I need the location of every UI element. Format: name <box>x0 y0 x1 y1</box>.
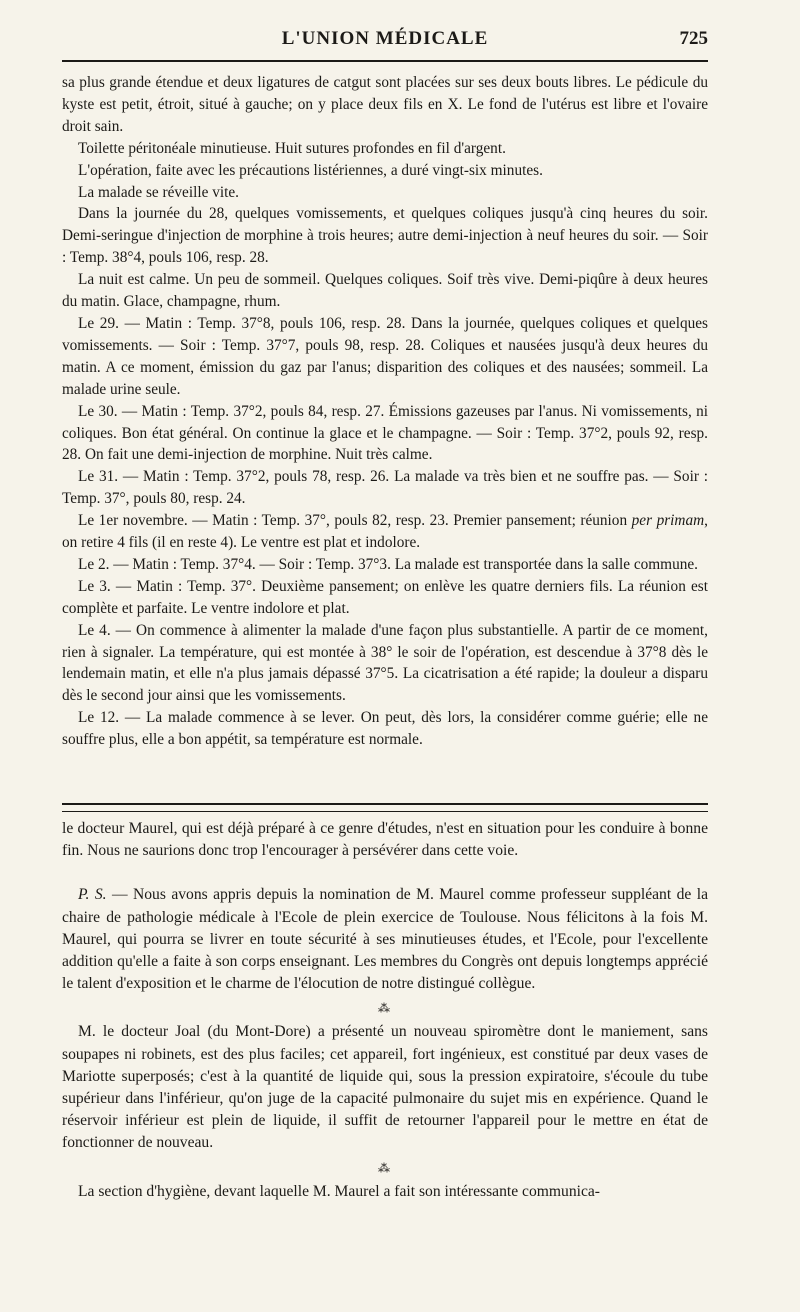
case-report <box>62 72 708 751</box>
postscript <box>62 884 708 995</box>
asterism-separator: ⁂ <box>378 1001 392 1016</box>
nov1-latin: per primam <box>631 512 705 530</box>
case-paragraph-nov1 <box>62 510 708 554</box>
nov1-text-end: , on retire 4 fils (il en reste 4). Le ventre est plat et indolore. <box>62 512 708 552</box>
nov1-text: Le 1er novembre. — Matin : Temp. 37°, pouls 82, resp. 23. Premier pansement; réunion <box>78 512 632 530</box>
section-divider <box>62 803 708 812</box>
journal-title: L'UNION MÉDICALE <box>281 28 489 49</box>
page-number: 725 <box>679 28 708 49</box>
case-paragraph: La malade se réveille vite. <box>78 183 239 201</box>
case-paragraph: Le 30. — Matin : Temp. 37°2, pouls 84, resp. 27. Émissions gazeuses par l'anus. Ni vomissements, ni coliques. Bon état général. On continue la glace et le champagne. — Soir : Temp. 37°2, pouls 92, resp. 28. On fait une demi-injection de morphine. Nuit très calme. <box>62 402 708 464</box>
case-paragraph: Le 2. — Matin : Temp. 37°4. — Soir : Temp. 37°3. La malade est transportée dans la salle commune. <box>78 555 698 573</box>
case-paragraph: Dans la journée du 28, quelques vomissements, et quelques coliques jusqu'à cinq heures du soir. Demi-seringue d'injection de morphine à trois heures; autre demi-injection à neuf heures du soir. — Soir : Temp. 38°4, pouls 106, resp. 28. <box>62 205 708 267</box>
ps-text: — Nous avons appris depuis la nomination de M. Maurel comme professeur suppléant de la chaire de pathologie médicale à l'Ecole de plein exercice de Toulouse. Nous félicitons à la fois M. Maurel, qui pourra se livrer en toute sécurité à ses minutieuses études, et l'Ecole, pour l'excellente addition qu'elle a faite à son corps enseignant. Les membres du Congrès ont depuis longtemps apprécié le talent d'exposition et le charme de l'élocution de notre distingué collègue. <box>62 886 709 993</box>
case-paragraph: La nuit est calme. Un peu de sommeil. Quelques coliques. Soif très vive. Demi-piqûre à deux heures du matin. Glace, champagne, rhum. <box>62 271 708 311</box>
case-paragraph: Toilette péritonéale minutieuse. Huit sutures profondes en fil d'argent. <box>78 139 506 157</box>
main-article <box>62 818 708 1203</box>
ps-label: P. S. <box>78 886 107 904</box>
running-header <box>62 28 708 56</box>
joal-paragraph: M. le docteur Joal (du Mont-Dore) a présenté un nouveau spiromètre dont le maniement, sans soupapes ni robinets, est des plus faciles; cet appareil, fort ingénieux, est constitué par deux vases de Mariotte superposés; c'est à la quantité de liquide qui, sous la pression expiratoire, s'écoule du tube supérieur dans l'inférieur, qu'on juge de la capacité pulmonaire du sujet mis en expérience. Quand le réservoir inférieur est plein de liquide, il suffit de retourner l'appareil pour le mettre en état de fonctionner de nouveau. <box>62 1023 708 1152</box>
case-paragraph: L'opération, faite avec les précautions listériennes, a duré vingt-six minutes. <box>78 161 543 179</box>
case-paragraph: Le 29. — Matin : Temp. 37°8, pouls 106, resp. 28. Dans la journée, quelques coliques et quelques vomissements. — Soir : Temp. 37°7, pouls 98, resp. 28. Coliques et nausées jusqu'à deux heures du matin. A ce moment, émission du gaz par l'anus; disparition des coliques et des nausées; sommeil. La malade urine seule. <box>62 314 708 398</box>
header-rule <box>62 60 708 62</box>
case-paragraph: Le 12. — La malade commence à se lever. On peut, dès lors, la considérer comme guérie; elle ne souffre plus, elle a bon appétit, sa température est normale. <box>62 709 708 749</box>
case-paragraph: Le 4. — On commence à alimenter la malade d'une façon plus substantielle. A partir de ce moment, rien à signaler. La température, qui est montée à 38° le soir de l'opération, est descendue à 37°8 dès le lendemain matin, et elle n'a plus jamais dépassé 37°5. La cicatrisation a été rapide; la douleur a disparu dès le second jour ainsi que les vomissements. <box>62 621 708 705</box>
article-continuation: le docteur Maurel, qui est déjà préparé à ce genre d'études, n'est en situation pour les conduire à bonne fin. Nous ne saurions donc trop l'encourager à persévérer dans cette voie. <box>62 820 708 860</box>
hygiene-paragraph: La section d'hygiène, devant laquelle M. Maurel a fait son intéressante communica- <box>78 1182 600 1200</box>
case-paragraph: Le 3. — Matin : Temp. 37°. Deuxième pansement; on enlève les quatre derniers fils. La réunion est complète et parfaite. Le ventre indolore et plat. <box>62 577 708 617</box>
asterism-separator: ⁂ <box>378 1160 392 1175</box>
case-paragraph: Le 31. — Matin : Temp. 37°2, pouls 78, resp. 26. La malade va très bien et ne souffre pas. — Soir : Temp. 37°, pouls 80, resp. 24. <box>62 468 708 508</box>
case-paragraph: sa plus grande étendue et deux ligatures de catgut sont placées sur ses deux bouts libres. Le pédicule du kyste est petit, étroit, situé à gauche; on y place deux fils en X. Le fond de l'utérus est libre et l'ovaire droit sain. <box>62 74 708 135</box>
